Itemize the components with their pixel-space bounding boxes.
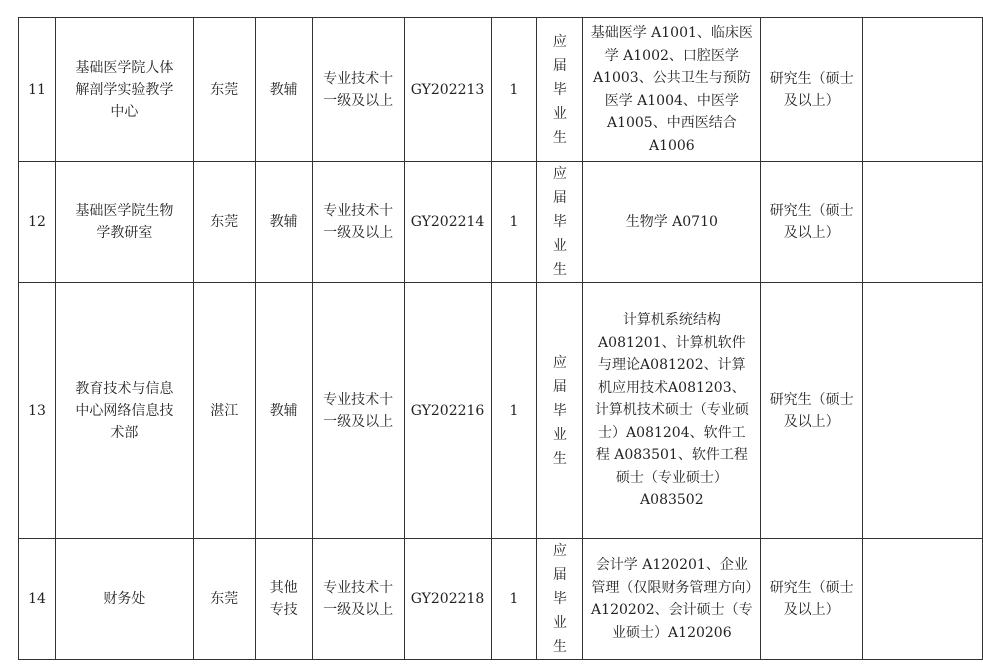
education-requirement: 研究生（硕士及以上） <box>761 18 863 162</box>
education-requirement: 研究生（硕士及以上） <box>761 539 863 660</box>
target-candidates: 应届毕业生 <box>537 18 583 162</box>
target-candidates: 应届毕业生 <box>537 162 583 283</box>
table-row <box>19 162 983 283</box>
post-level: 专业技术十一级及以上 <box>312 162 404 283</box>
major-requirements: 计算机系统结构A081201、计算机软件与理论A081202、计算机应用技术A081203、计算机技术硕士（专业硕士）A081204、软件工程 A083501、软件工程硕士（专业硕士）A083502 <box>583 283 761 539</box>
education-requirement: 研究生（硕士及以上） <box>761 162 863 283</box>
row-number: 14 <box>19 539 56 660</box>
post-type: 其他专技 <box>255 539 312 660</box>
post-type: 教辅 <box>255 283 312 539</box>
other-requirements <box>863 18 983 162</box>
headcount: 1 <box>491 18 537 162</box>
major-requirements: 基础医学 A1001、临床医学 A1002、口腔医学A1003、公共卫生与预防医学 A1004、中医学A1005、中西医结合A1006 <box>583 18 761 162</box>
table-row <box>19 283 983 539</box>
row-number: 11 <box>19 18 56 162</box>
location: 东莞 <box>193 162 255 283</box>
department: 基础医学院人体解剖学实验教学中心 <box>55 18 193 162</box>
location: 东莞 <box>193 539 255 660</box>
recruitment-table <box>18 17 983 660</box>
other-requirements <box>863 283 983 539</box>
department: 教育技术与信息中心网络信息技术部 <box>55 283 193 539</box>
table-row <box>19 18 983 162</box>
post-level: 专业技术十一级及以上 <box>312 539 404 660</box>
table-row <box>19 539 983 660</box>
location: 湛江 <box>193 283 255 539</box>
headcount: 1 <box>491 162 537 283</box>
post-code: GY202216 <box>404 283 491 539</box>
department: 财务处 <box>55 539 193 660</box>
post-level: 专业技术十一级及以上 <box>312 283 404 539</box>
post-level: 专业技术十一级及以上 <box>312 18 404 162</box>
other-requirements <box>863 539 983 660</box>
post-type: 教辅 <box>255 18 312 162</box>
other-requirements <box>863 162 983 283</box>
education-requirement: 研究生（硕士及以上） <box>761 283 863 539</box>
headcount: 1 <box>491 539 537 660</box>
post-code: GY202218 <box>404 539 491 660</box>
post-code: GY202214 <box>404 162 491 283</box>
post-code: GY202213 <box>404 18 491 162</box>
department: 基础医学院生物学教研室 <box>55 162 193 283</box>
post-type: 教辅 <box>255 162 312 283</box>
target-candidates: 应届毕业生 <box>537 539 583 660</box>
target-candidates: 应届毕业生 <box>537 283 583 539</box>
major-requirements: 会计学 A120201、企业管理（仅限财务管理方向）A120202、会计硕士（专业硕士）A120206 <box>583 539 761 660</box>
headcount: 1 <box>491 283 537 539</box>
major-requirements: 生物学 A0710 <box>583 162 761 283</box>
location: 东莞 <box>193 18 255 162</box>
row-number: 12 <box>19 162 56 283</box>
row-number: 13 <box>19 283 56 539</box>
